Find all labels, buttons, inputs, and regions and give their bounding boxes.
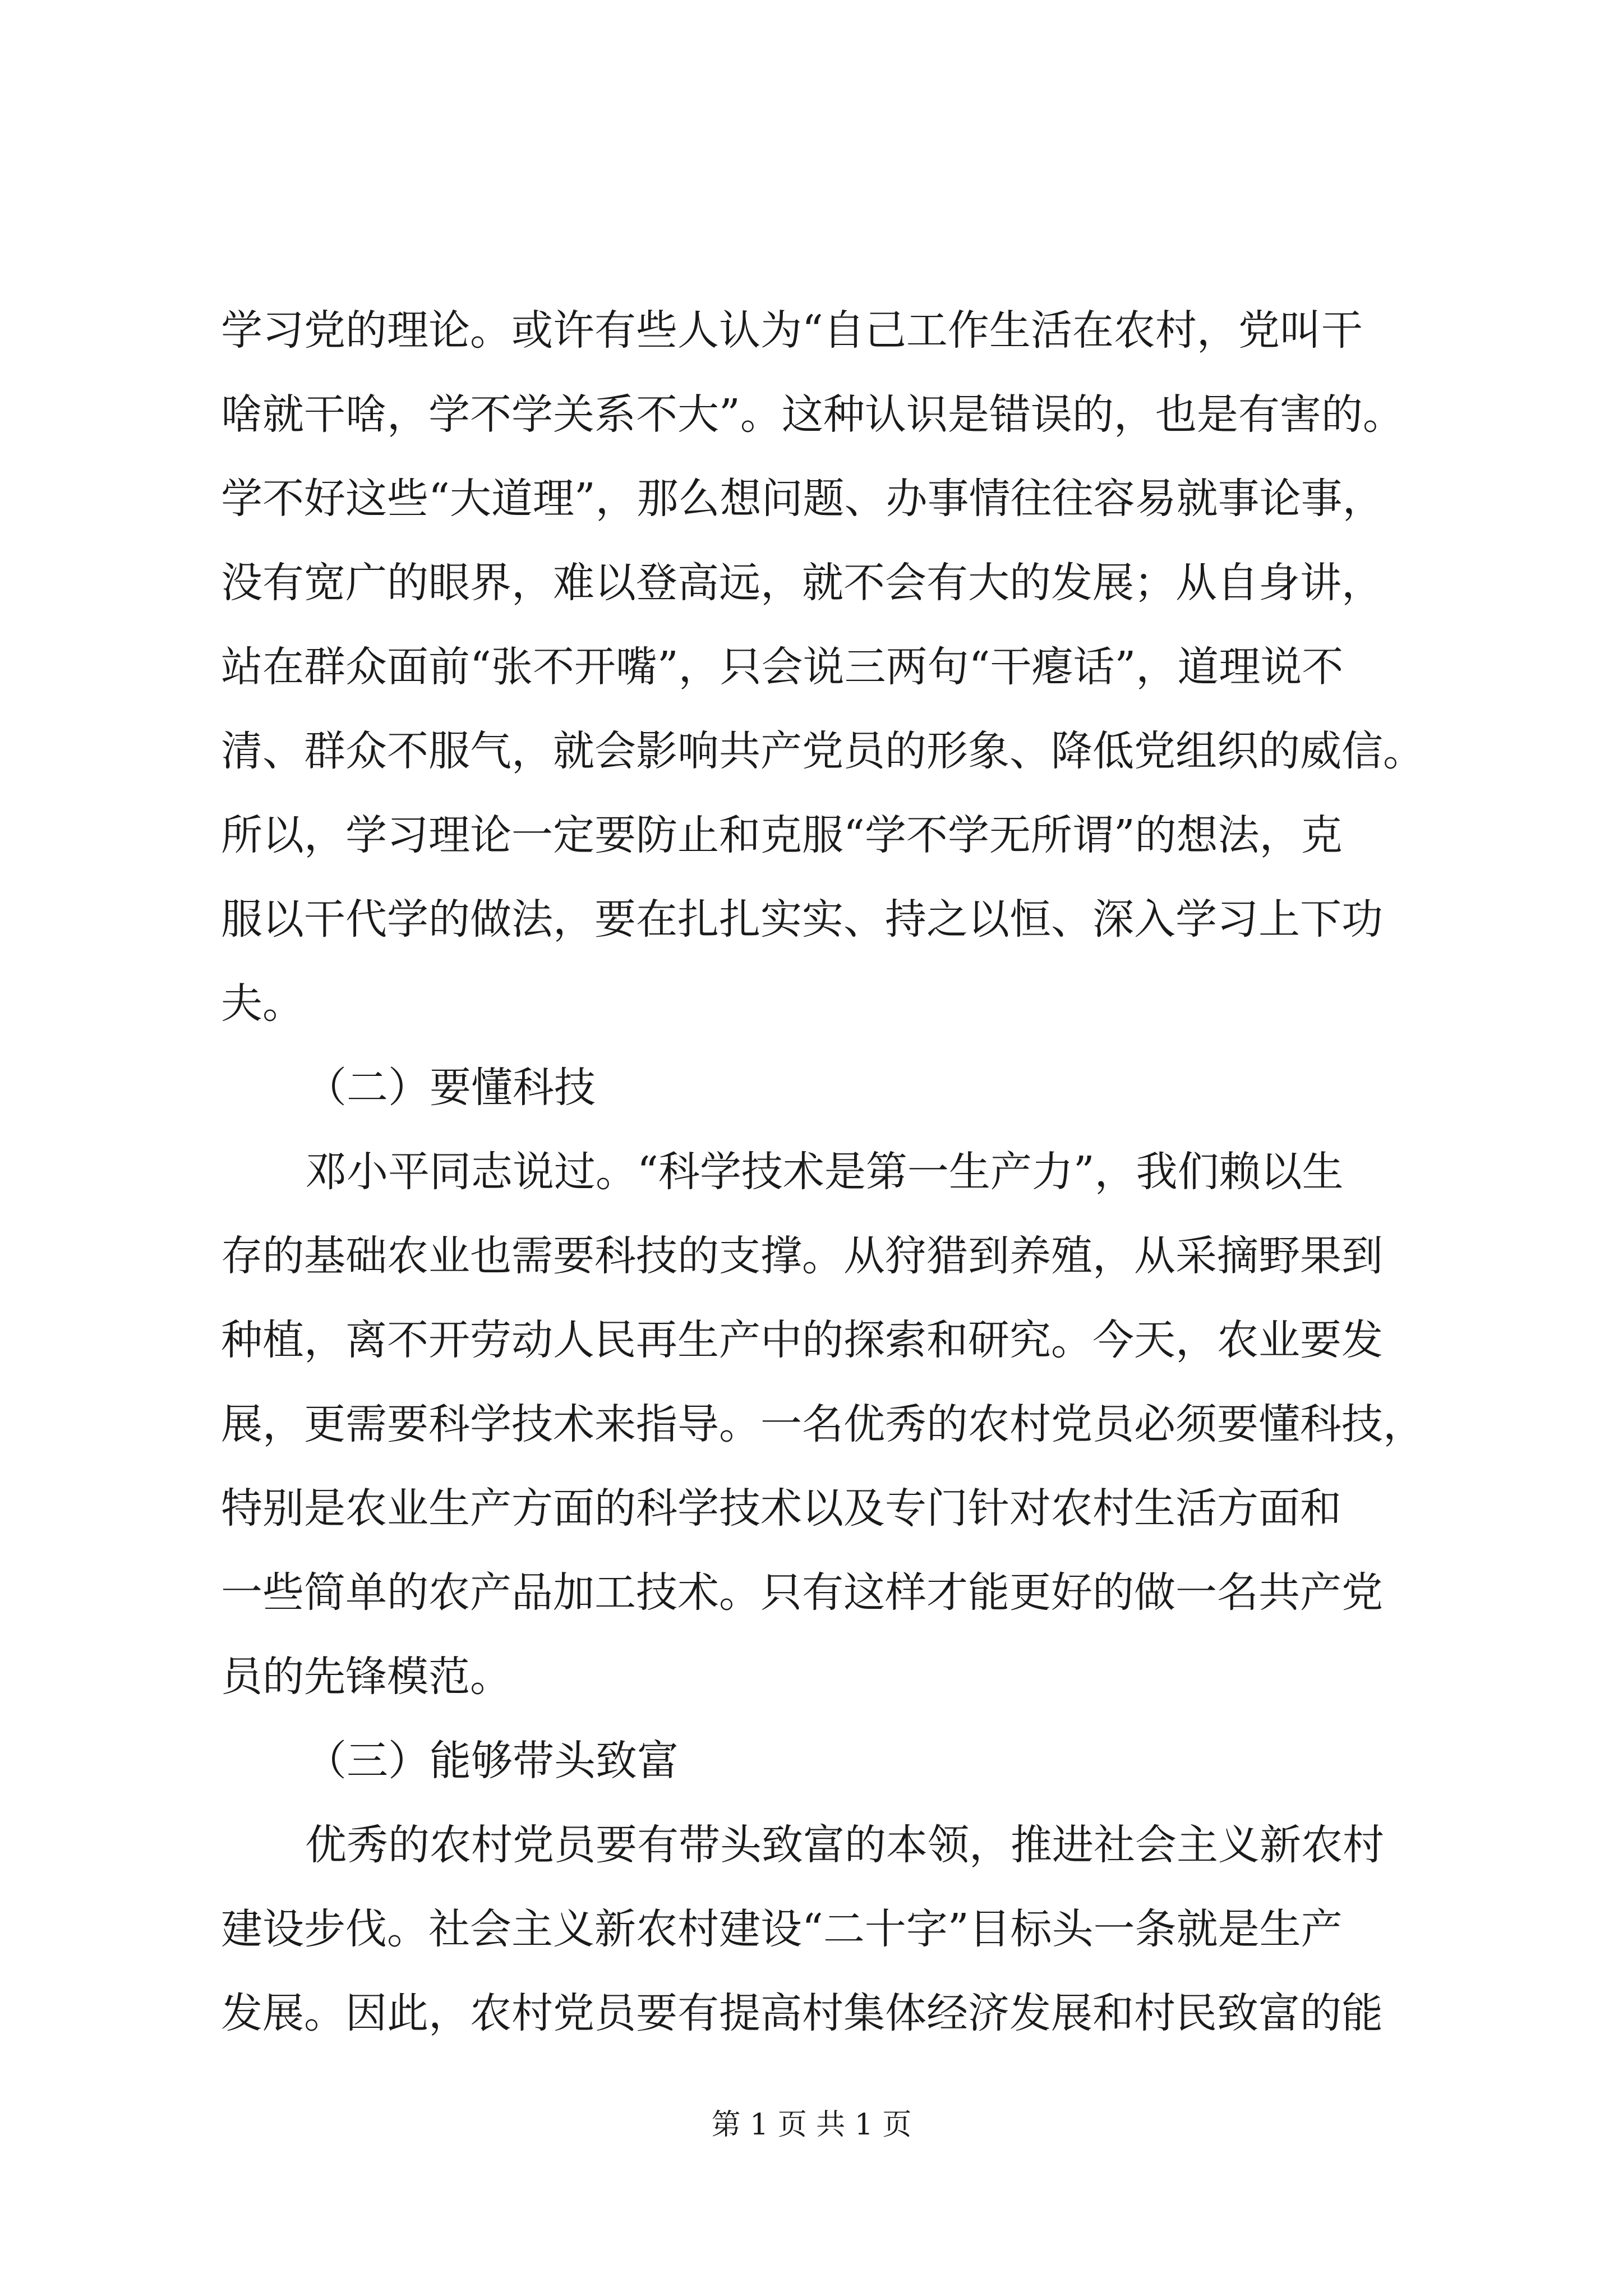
- text-line: 没有宽广的眼界，难以登高远，就不会有大的发展；从自身讲，: [221, 559, 1383, 607]
- page-number-footer: 第 1 页 共 1 页: [711, 2108, 912, 2142]
- text-line: 学习党的理论。或许有些人认为“自己工作生活在农村，党叫干: [221, 306, 1363, 355]
- section-heading: （二）要懂科技: [305, 1064, 596, 1112]
- text-line: 特别是农业生产方面的科学技术以及专门针对农村生活方面和: [221, 1484, 1341, 1533]
- text-line: 一些简单的农产品加工技术。只有这样才能更好的做一名共产党: [221, 1568, 1383, 1617]
- text-line: 学不好这些“大道理”，那么想问题、办事情往往容易就事论事，: [221, 475, 1384, 523]
- text-line: 站在群众面前“张不开嘴”，只会说三两句“干瘪话”，道理说不: [221, 643, 1344, 691]
- text-line: 员的先锋模范。: [221, 1653, 511, 1701]
- text-line: 啥就干啥，学不学关系不大”。这种认识是错误的，也是有害的。: [221, 390, 1404, 439]
- text-line: 发展。因此，农村党员要有提高村集体经济发展和村民致富的能: [221, 1989, 1383, 2037]
- text-line: 夫。: [221, 979, 304, 1028]
- text-line: 种植，离不开劳动人民再生产中的探索和研究。今天，农业要发: [221, 1316, 1383, 1364]
- text-line: 所以，学习理论一定要防止和克服“学不学无所谓”的想法，克: [221, 811, 1343, 859]
- text-line: 清、群众不服气，就会影响共产党员的形象、降低党组织的威信。: [221, 727, 1424, 775]
- section-heading: （三）能够带头致富: [305, 1737, 679, 1785]
- text-line: 邓小平同志说过。“科学技术是第一生产力”，我们赖以生: [305, 1148, 1344, 1196]
- text-line: 建设步伐。社会主义新农村建设“二十字”目标头一条就是生产: [221, 1905, 1343, 1953]
- text-line: 存的基础农业也需要科技的支撑。从狩猎到养殖，从采摘野果到: [221, 1232, 1383, 1280]
- text-line: 展，更需要科学技术来指导。一名优秀的农村党员必须要懂科技，: [221, 1400, 1424, 1448]
- text-line: 服以干代学的做法，要在扎扎实实、持之以恒、深入学习上下功: [221, 895, 1383, 944]
- text-line: 优秀的农村党员要有带头致富的本领，推进社会主义新农村: [305, 1821, 1384, 1869]
